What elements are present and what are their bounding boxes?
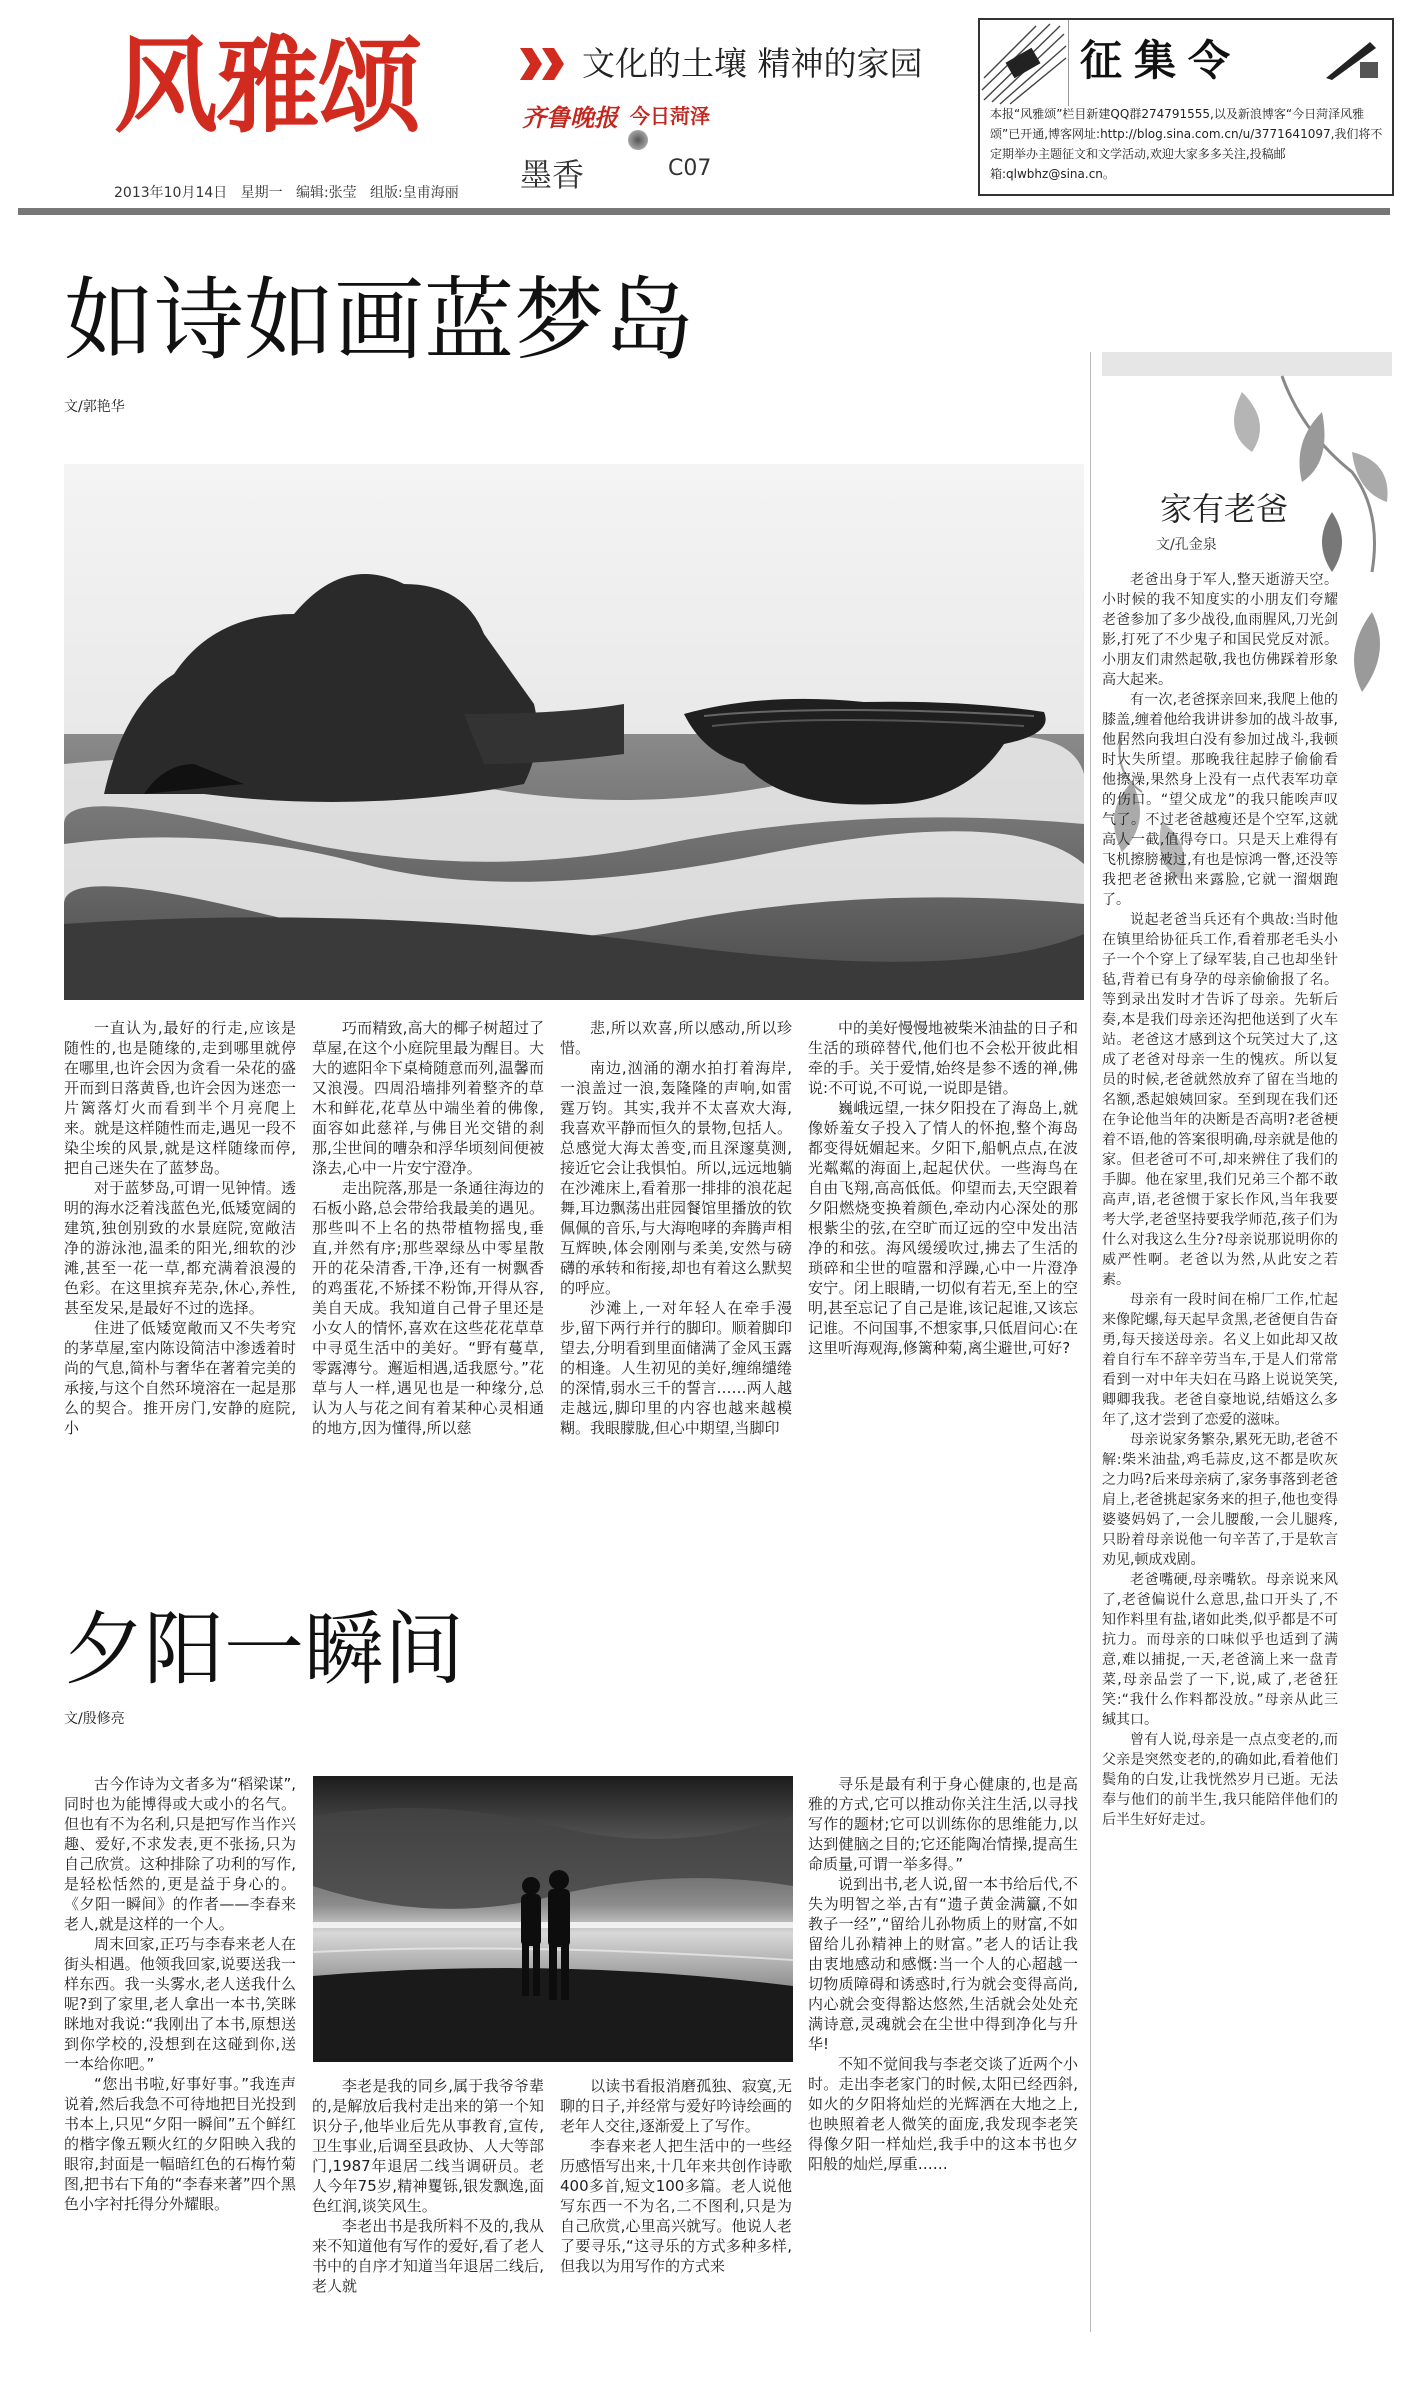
paragraph: 巧而精致,高大的椰子树超过了草屋,在这个小庭院里最为醒目。大大的遮阳伞下桌椅随意而列,温馨而又浪漫。四周沿墙排列着整齐的草木和鲜花,花草丛中端坐着的佛像,面容如此慈祥,与佛目光交错的刹那,尘世间的嘈杂和浮华顷刻间便被涤去,心中一片安宁澄净。: [312, 1019, 544, 1177]
paragraph: 说起老爸当兵还有个典故:当时他在镇里给协征兵工作,看着那老毛头小子一个个穿上了绿军装,自己也却坐针毡,背着已有身孕的母亲偷偷报了名。等到录出发时才告诉了母亲。先斩后奏,本是我们母亲还沟把他送到了火车站。老爸这才感到这个玩笑过大了,这成了老爸对母亲一生的愧疚。所以复员的时候,老爸就然放弃了留在当地的名额,悉起娘姨回家。至到现在我们还在争论他当年的决断是否高明?老爸梗着不语,他的答案很明确,母亲就是他的家。但老爸可不可,却来辨住了我们的手脚。他在家里,我们兄弟三个都不敢高声,语,老爸惯于家长作风,当年我要考大学,老爸坚持要我学师范,孩子们为什么对我这么生分?母亲说那说明你的威严性啊。老爸以为然,从此安之若素。: [1102, 912, 1338, 1288]
paragraph: 曾有人说,母亲是一点点变老的,而父亲是突然变老的,的确如此,看着他们鬓角的白发,让我恍然岁月已逝。无法奉与他们的前半生,我只能陪伴他们的后半生好好走过。: [1102, 1732, 1338, 1828]
paper-name: 齐鲁晚报: [522, 104, 618, 132]
article-column-1: [64, 1018, 296, 1438]
paragraph: 李老是我的同乡,属于我爷爷辈的,是解放后我村走出来的第一个知识分子,他毕业后先从事教育,宣传,卫生事业,后调至县政协、人大等部门,1987年退居二线当调研员。老人今年75岁,精神矍铄,银发飘逸,面色红润,谈笑风生。: [312, 2077, 544, 2215]
island-sea-photo: [64, 464, 1084, 1000]
article-title: 如诗如画蓝梦岛: [64, 268, 694, 373]
paragraph: 住进了低矮宽敞而又不失考究的茅草屋,室内陈设简洁中渗透着时尚的气息,简朴与奢华在著着完美的承接,与这个自然环境溶在一起是那么的契合。推开房门,安静的庭院,小: [64, 1319, 296, 1437]
notice-title: 征集令: [1080, 36, 1243, 85]
paragraph: 有一次,老爸探亲回来,我爬上他的膝盖,缠着他给我讲讲参加的战斗故事,他居然向我坦白没有参加过战斗,我顿时大失所望。那晚我往起脖子偷偷看他擦澡,果然身上没有一点代表军功章的伤口。“望父成龙”的我只能唉声叹气了。不过老爸越瘦还是个空军,这就高人一截,值得夸口。只是天上难得有飞机擦膀被过,有也是惊鸿一瞥,还没等我把老爸揪出来露脸,它就一溜烟跑了。: [1102, 692, 1338, 908]
quill-pen-icon: [1320, 34, 1380, 84]
notice-body: 本报“风雅颂”栏目新建QQ群274791555,以及新浪博客“今日菏泽风雅颂”已开通,博客网址:http://blog.sina.com.cn/u/3771641097,我们将不定期举办主题征文和文学活动,欢迎大家多多关注,投稿邮箱:qlwbhz@sina.cn。: [990, 107, 1383, 181]
masthead-slogan: 文化的土壤 精神的家园: [582, 44, 923, 83]
article-column-2: [312, 2076, 544, 2296]
sidebar-divider: [1090, 352, 1091, 2332]
paragraph: 悲,所以欢喜,所以感动,所以珍惜。: [560, 1019, 792, 1057]
paragraph: 走出院落,那是一条通往海边的石板小路,总会带给我最美的遇见。那些叫不上名的热带植物摇曳,垂直,并然有序;那些翠绿丛中零星散开的花朵清香,干净,还有一树飘香的鸡蛋花,不矫揉不粉饰,开得从容,美自天成。我知道自己骨子里还是小女人的情怀,喜欢在这些花花草草中寻觅生活中的美好。“野有蔓草,零露漙兮。邂逅相遇,适我愿兮。”花草与人一样,遇见也是一种缘分,总认为人与花之间有着某种心灵相通的地方,因为懂得,所以慈: [312, 1179, 544, 1437]
ink-drop-icon: [628, 130, 648, 150]
chevron-right-icon: [518, 44, 568, 84]
sidebar-article-body: [1102, 570, 1338, 1830]
paragraph: 周末回家,正巧与李春来老人在街头相遇。他领我回家,说要送我一样东西。我一头雾水,老人送我什么呢?到了家里,老人拿出一本书,笑眯眯地对我说:“我刚出了本书,原想送到你学校的,没想到在这碰到你,送一本给你吧。”: [64, 1935, 296, 2073]
paragraph: 中的美好慢慢地被柴米油盐的日子和生活的琐碎替代,他们也不会松开彼此相牵的手。关于爱情,始终是参不透的禅,佛说:不可说,不可说,一说即是错。: [808, 1019, 1079, 1097]
paragraph: 沙滩上,一对年轻人在牵手漫步,留下两行并行的脚印。顺着脚印望去,分明看到里面储满了金风玉露的相逢。人生初见的美好,缠绵缱绻的深情,弱水三千的誓言……两人越走越远,脚印里的内容也越来越模糊。我眼朦胧,但心中期望,当脚印: [560, 1299, 792, 1437]
section-name: 墨香: [520, 156, 585, 194]
article-byline: 文/殷修亮: [64, 1711, 125, 1727]
paragraph: 寻乐是最有利于身心健康的,也是高雅的方式,它可以推动你关注生活,以寻找写作的题材;它可以训练你的思维能力,以达到健脑之目的;它还能陶冶情操,提高生命质量,可谓一举多得。”: [808, 1775, 1078, 1873]
paragraph: 老爸出身于军人,整天逝游天空。小时候的我不知度实的小朋友们夸耀老爸参加了多少战役,血雨腥风,刀光剑影,打死了不少鬼子和国民党反对派。小朋友们肃然起敬,我也仿佛踩着形象高大起来。: [1102, 572, 1338, 688]
notice-box: [978, 18, 1394, 196]
paragraph: 母亲有一段时间在棉厂工作,忙起来像陀螺,每天起早贪黑,老爸便自告奋勇,每天接送母亲。名义上如此却又故着自行车不辞辛劳当车,于是人们常常看到一对中年夫妇在马路上说说笑笑,卿卿我我。老爸自豪地说,结婚这么多年了,这才尝到了恋爱的滋味。: [1102, 1292, 1338, 1428]
header-divider: [18, 208, 1390, 215]
paragraph: 不知不觉间我与李老交谈了近两个小时。走出李老家门的时候,太阳已经西斜,如火的夕阳将灿烂的光辉洒在大地之上,也映照着老人微笑的面庞,我发现李老笑得像夕阳一样灿烂,我手中的这本书也夕阳般的灿烂,厚重……: [808, 2055, 1079, 2173]
article-title: 夕阳一瞬间: [64, 1603, 464, 1696]
paper-subtitle: 今日菏泽: [630, 104, 710, 128]
article-column-4: [808, 1018, 1078, 1358]
dateline: 2013年10月14日 星期一 编辑:张莹 组版:皇甫海丽: [114, 185, 459, 201]
article-column-2: [312, 1018, 544, 1438]
article-column-3: [560, 2076, 792, 2276]
sidebar-title: 家有老爸: [1160, 490, 1289, 528]
article-column-1: [64, 1774, 296, 2214]
paragraph: 说到出书,老人说,留一本书给后代,不失为明智之举,古有“遗子黄金满籯,不如教子一经”,“留给儿孙物质上的财富,不如留给儿孙精神上的财富。”老人的话让我由衷地感动和感慨:当一个人的心超越一切物质障碍和诱惑时,行为就会变得高尚,内心就会变得豁达悠然,生活就会处处充满诗意,灵魂就会在尘世中得到净化与升华!: [808, 1875, 1078, 2053]
sidebar-byline: 文/孔金泉: [1156, 537, 1217, 553]
paragraph: 古今作诗为文者多为“稻梁谋”,同时也为能博得或大或小的名气。但也有不为名利,只是把写作当作兴趣、爱好,不求发表,更不张扬,只为自己欣赏。这种排除了功利的写作,是轻松恬然的,更是益于身心的。《夕阳一瞬间》的作者——李春来老人,就是这样的一个人。: [64, 1775, 296, 1933]
paragraph: “您出书啦,好事好事。”我连声说着,然后我急不可待地把目光投到书本上,只见“夕阳一瞬间”五个鲜红的楷字像五颗火红的夕阳映入我的眼帘,封面是一幅暗红色的石梅竹菊图,把书右下角的“李春来著”四个黑色小字衬托得分外耀眼。: [64, 2075, 296, 2213]
article-column-4: [808, 1774, 1078, 2174]
masthead-title: 风雅颂: [114, 24, 421, 147]
notice-decoration-icon: [980, 20, 1069, 106]
paragraph: 巍峨远望,一抹夕阳投在了海岛上,就像娇羞女子投入了情人的怀抱,整个海岛都变得妩媚起来。夕阳下,船帆点点,在波光粼粼的海面上,起起伏伏。一些海鸟在自由飞翔,高高低低。仰望而去,天空跟着夕阳燃烧变换着颜色,牵动内心深处的那根紫尘的弦,在空旷而辽远的空中发出洁净的和弦。海风缓缓吹过,拂去了生活的琐碎和尘世的喧嚣和浮躁,心中一片澄净安宁。闭上眼睛,一切似有若无,至上的空明,甚至忘记了自己是谁,该记起谁,又该忘记谁。不问国事,不想家事,只低眉问心:在这里听海观海,修篱种菊,离尘避世,可好?: [808, 1099, 1078, 1357]
page-code: C07: [668, 156, 712, 181]
paragraph: 老爸嘴硬,母亲嘴软。母亲说来风了,老爸偏说什么意思,盐口开头了,不知作料里有盐,诸如此类,似乎都是不可抗力。而母亲的口味似乎也适到了满意,难以捕捉,一天,老爸滴上来一盘青菜,母亲品尝了一下,说,咸了,老爸狂笑:“我什么作料都没放。”母亲从此三缄其口。: [1102, 1572, 1338, 1728]
paragraph: 以读书看报消磨孤独、寂寞,无聊的日子,并经常与爱好吟诗绘画的老年人交往,逐渐爱上了写作。: [560, 2077, 792, 2135]
paragraph: 对于蓝梦岛,可谓一见钟情。透明的海水泛着浅蓝色光,低矮宽阔的建筑,独创别致的水景庭院,宽敞洁净的游泳池,温柔的阳光,细软的沙滩,甚至一花一草,都充满着浪漫的色彩。在这里摈弃芜杂,休心,养性,甚至发呆,是最好不过的选择。: [64, 1179, 296, 1317]
paragraph: 李春来老人把生活中的一些经历感悟写出来,十几年来共创作诗歌400多首,短文100多篇。老人说他写东西一不为名,二不图利,只是为自己欣赏,心里高兴就写。他说人老了要寻乐,“这寻乐的方式多种多样,但我以为用写作的方式来: [560, 2137, 792, 2275]
article-byline: 文/郭艳华: [64, 399, 125, 415]
paragraph: 一直认为,最好的行走,应该是随性的,也是随缘的,走到哪里就停在哪里,也许会因为贪看一朵花的盛开而到日落黄昏,也许会因为迷恋一片篱落灯火而看到半个月亮爬上来。就是这样随性而走,遇见一段不染尘埃的风景,就是这样随缘而停,把自己迷失在了蓝梦岛。: [64, 1019, 296, 1177]
paragraph: 母亲说家务繁杂,累死无助,老爸不解:柴米油盐,鸡毛蒜皮,这不都是吹灰之力吗?后来母亲病了,家务事落到老爸肩上,老爸挑起家务来的担子,他也变得婆婆妈妈了,一会儿腰酸,一会儿腿疼,只盼着母亲说他一句辛苦了,于是软言劝见,顿成戏剧。: [1102, 1432, 1338, 1568]
sunset-couple-photo: [313, 1776, 793, 2062]
paragraph: 李老出书是我所料不及的,我从来不知道他有写作的爱好,看了老人书中的自序才知道当年退居二线后,老人就: [312, 2217, 544, 2295]
paragraph: 南边,汹涌的潮水拍打着海岸,一浪盖过一浪,轰隆隆的声响,如雷霆万钧。其实,我并不太喜欢大海,我喜欢平静而恒久的景物,包括人。总感觉大海太善变,而且深邃莫测,接近它会让我惧怕。所以,远远地躺在沙滩床上,看着那一排排的浪花起舞,耳边飘荡出莊园餐馆里播放的钦佩佩的音乐,与大海咆哮的奔腾声相互辉映,体会刚刚与柔美,安然与磅礴的承转和衔接,却也有着这么默契的呼应。: [560, 1059, 792, 1297]
article-column-3: [560, 1018, 792, 1438]
